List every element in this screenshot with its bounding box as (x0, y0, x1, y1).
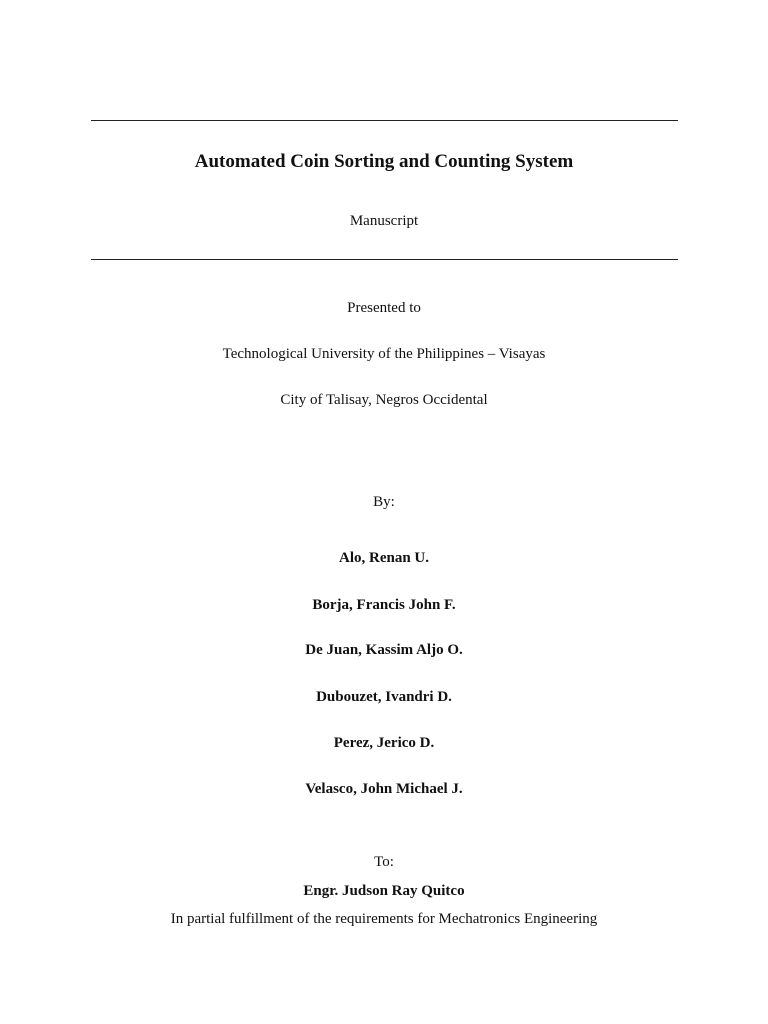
bottom-rule (91, 259, 678, 260)
top-rule (91, 120, 678, 121)
institution-location: City of Talisay, Negros Occidental (280, 392, 488, 408)
by-label: By: (373, 494, 395, 510)
document-subtitle: Manuscript (349, 213, 419, 229)
institution-name: Technological University of the Philippines – Visayas (222, 346, 546, 362)
presented-to-label: Presented to (347, 300, 421, 316)
author-name: Perez, Jerico D. (333, 735, 435, 751)
to-label: To: (374, 854, 394, 870)
document-title: Automated Coin Sorting and Counting System (194, 151, 574, 172)
author-name: Velasco, John Michael J. (305, 781, 463, 797)
adviser-name: Engr. Judson Ray Quitco (303, 883, 465, 899)
author-name: Borja, Francis John F. (312, 597, 456, 613)
author-name: Alo, Renan U. (338, 550, 429, 566)
author-name: De Juan, Kassim Aljo O. (305, 642, 463, 658)
fulfillment-statement: In partial fulfillment of the requirements for Mechatronics Engineering (170, 911, 598, 927)
author-name: Dubouzet, Ivandri D. (316, 689, 452, 705)
